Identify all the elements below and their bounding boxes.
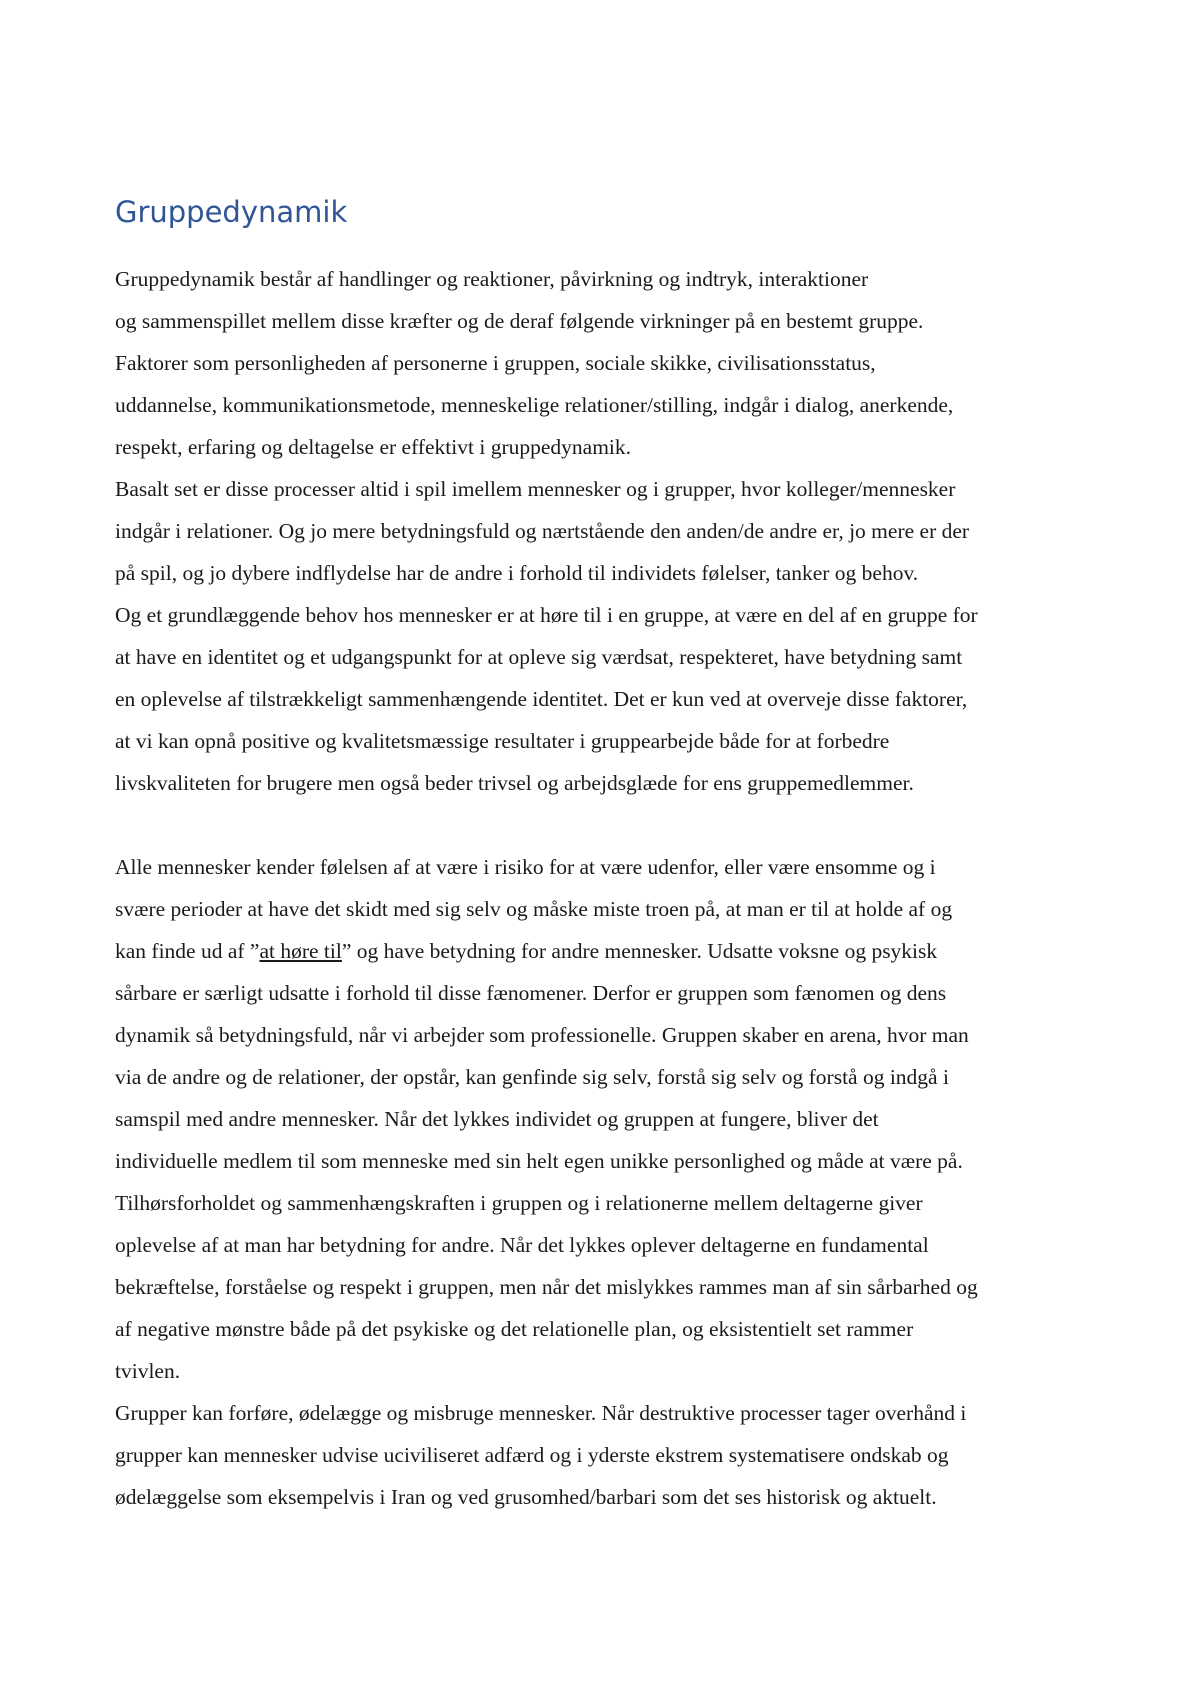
paragraph-line: via de andre og de relationer, der opstår, kan genfinde sig selv, forstå sig selv og forstå og indgå i <box>115 1065 949 1089</box>
paragraph-line: samspil med andre mennesker. Når det lykkes individet og gruppen at fungere, bliver det <box>115 1107 879 1131</box>
paragraph-line: Og et grundlæggende behov hos mennesker er at høre til i en gruppe, at være en del af en gruppe for <box>115 603 978 627</box>
paragraph-line: sårbare er særligt udsatte i forhold til disse fænomener. Derfor er gruppen som fænomen og dens <box>115 981 947 1005</box>
paragraph-line: Grupper kan forføre, ødelægge og misbruge mennesker. Når destruktive processer tager overhånd i <box>115 1401 967 1425</box>
paragraph-line: en oplevelse af tilstrækkeligt sammenhængende identitet. Det er kun ved at overveje disse faktorer, <box>115 687 968 711</box>
paragraph-line: at have en identitet og et udgangspunkt for at opleve sig værdsat, respekteret, have betydning samt <box>115 645 963 669</box>
paragraph-line: af negative mønstre både på det psykiske og det relationelle plan, og eksistentielt set rammer <box>115 1317 914 1341</box>
paragraph-line: uddannelse, kommunikationsmetode, menneskelige relationer/stilling, indgår i dialog, anerkende, <box>115 393 954 417</box>
paragraph-line-with-link <box>115 936 937 966</box>
paragraph-line: Faktorer som personligheden af personerne i gruppen, sociale skikke, civilisationsstatus, <box>115 351 876 375</box>
paragraph-line: at vi kan opnå positive og kvalitetsmæssige resultater i gruppearbejde både for at forbedre <box>115 729 890 753</box>
line-text-after-link: ” og have betydning for andre mennesker. Udsatte voksne og psykisk <box>341 939 938 963</box>
paragraph-line: dynamik så betydningsfuld, når vi arbejder som professionelle. Gruppen skaber en arena, hvor man <box>115 1023 969 1047</box>
paragraph-line: ødelæggelse som eksempelvis i Iran og ved grusomhed/barbari som det ses historisk og aktuelt. <box>115 1485 937 1509</box>
underlined-phrase-at-hore-til: at høre til <box>259 939 342 963</box>
paragraph-line: individuelle medlem til som menneske med sin helt egen unikke personlighed og måde at være på. <box>115 1149 963 1173</box>
paragraph-line: livskvaliteten for brugere men også beder trivsel og arbejdsglæde for ens gruppemedlemmer. <box>115 771 914 795</box>
document-title: Gruppedynamik <box>115 195 348 229</box>
paragraph-line: Tilhørsforholdet og sammenhængskraften i gruppen og i relationerne mellem deltagerne giver <box>115 1191 923 1215</box>
paragraph-line: Gruppedynamik består af handlinger og reaktioner, påvirkning og indtryk, interaktioner <box>115 267 869 291</box>
paragraph-line: Alle mennesker kender følelsen af at være i risiko for at være udenfor, eller være ensomme og i <box>115 855 936 879</box>
paragraph-line: Basalt set er disse processer altid i spil imellem mennesker og i grupper, hvor kolleger/mennesker <box>115 477 956 501</box>
paragraph-line: tvivlen. <box>115 1359 181 1383</box>
paragraph-line: grupper kan mennesker udvise uciviliseret adfærd og i yderste ekstrem systematisere ondskab og <box>115 1443 949 1467</box>
paragraph-line: respekt, erfaring og deltagelse er effektivt i gruppedynamik. <box>115 435 632 459</box>
paragraph-line: svære perioder at have det skidt med sig selv og måske miste troen på, at man er til at holde af og <box>115 897 953 921</box>
line-text-before-link: kan finde ud af ” <box>115 939 260 963</box>
paragraph-line: oplevelse af at man har betydning for andre. Når det lykkes oplever deltagerne en fundamental <box>115 1233 929 1257</box>
paragraph-line: på spil, og jo dybere indflydelse har de andre i forhold til individets følelser, tanker og behov. <box>115 561 919 585</box>
paragraph-line: og sammenspillet mellem disse kræfter og de deraf følgende virkninger på en bestemt gruppe. <box>115 309 924 333</box>
paragraph-line: bekræftelse, forståelse og respekt i gruppen, men når det mislykkes rammes man af sin sårbarhed og <box>115 1275 978 1299</box>
paragraph-line: indgår i relationer. Og jo mere betydningsfuld og nærtstående den anden/de andre er, jo mere er der <box>115 519 970 543</box>
